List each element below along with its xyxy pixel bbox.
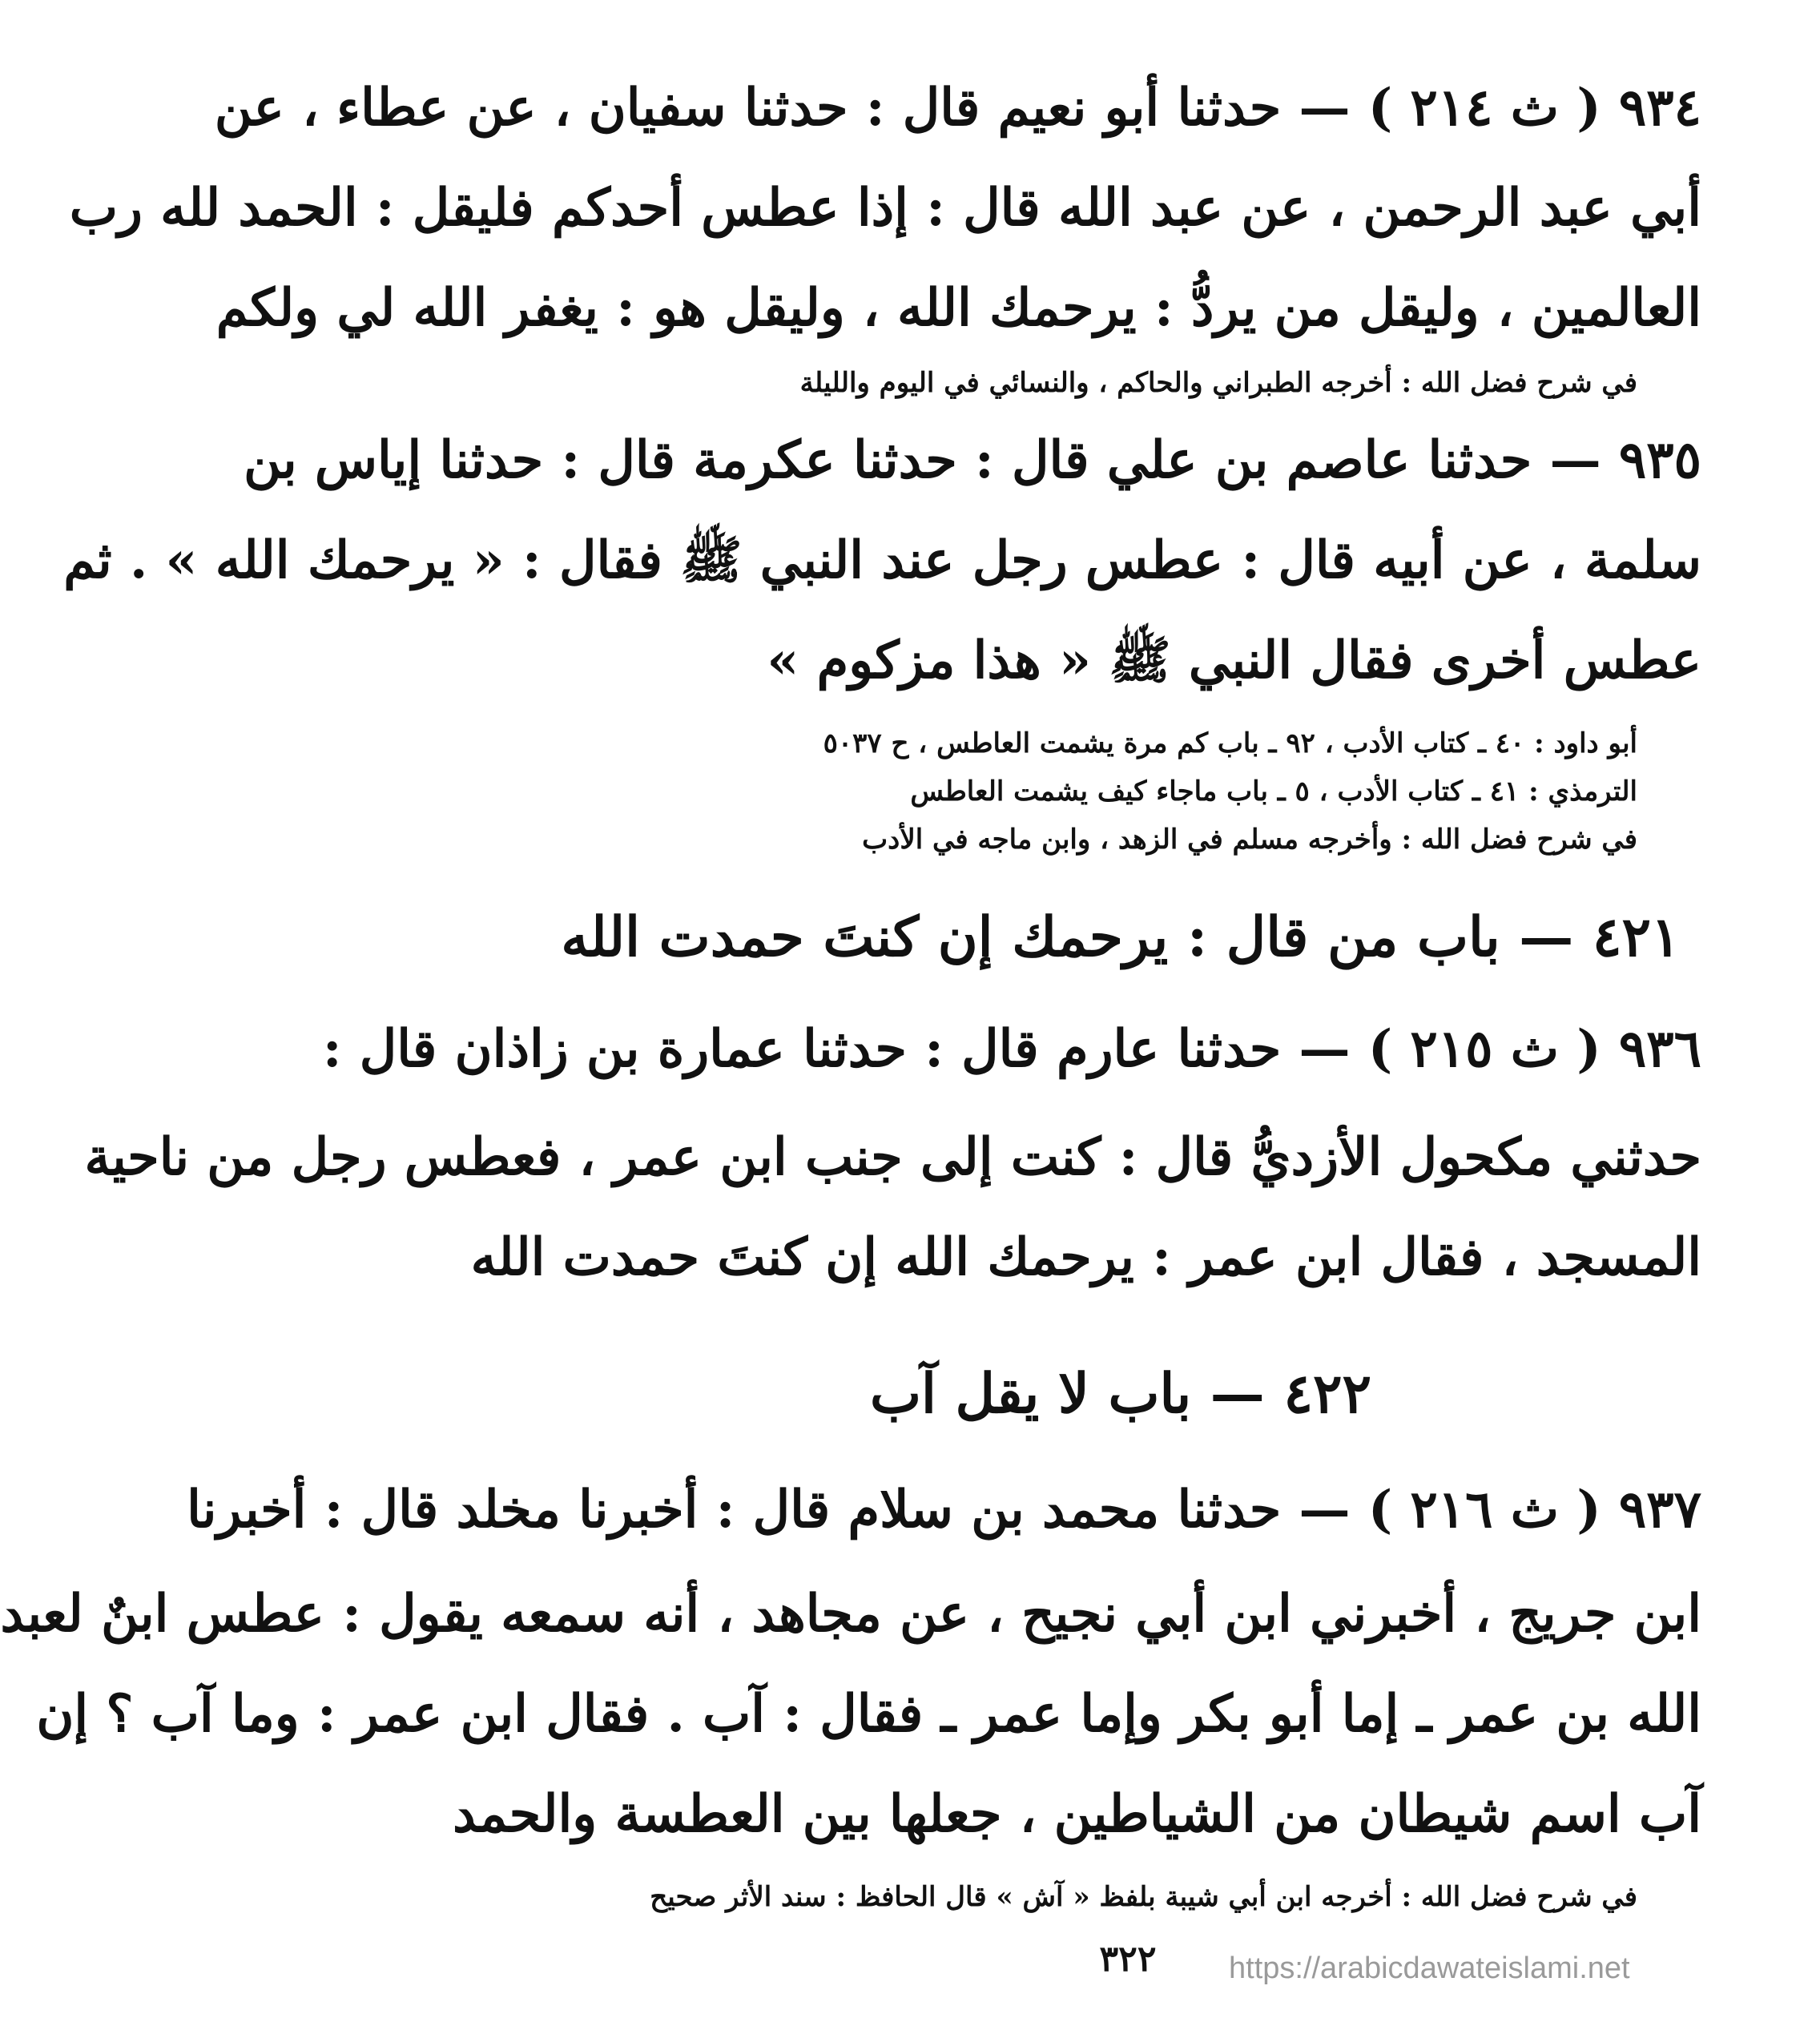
hadith-936-line-3: المسجد ، فقال ابن عمر : يرحمك الله إن كنتَ حمدت الله	[470, 1227, 1701, 1287]
footnote-934: في شرح فضل الله : أخرجه الطبراني والحاكم ، والنسائي في اليوم والليلة	[799, 367, 1637, 399]
hadith-935-line-3: عطس أخرى فقال النبي ﷺ « هذا مزكوم »	[767, 630, 1701, 691]
footnote-937: في شرح فضل الله : أخرجه ابن أبي شيبة بلفظ « آش » قال الحافظ : سند الأثر صحيح	[650, 1881, 1637, 1913]
footnote-935-abu-dawud: أبو داود : ٤٠ ـ كتاب الأدب ، ٩٢ ـ باب كم مرة يشمت العاطس ، ح ٥٠٣٧	[823, 727, 1637, 759]
chapter-heading-421: ٤٢١ — باب من قال : يرحمك إن كنتَ حمدت الله	[561, 905, 1681, 969]
hadith-937-line-2: ابن جريج ، أخبرني ابن أبي نجيح ، عن مجاهد ، أنه سمعه يقول : عطس ابنٌ لعبد	[0, 1584, 1701, 1644]
page-number: ٣٢٢	[1099, 1939, 1157, 1980]
footnote-935-sharh: في شرح فضل الله : وأخرجه مسلم في الزهد ، وابن ماجه في الأدب	[862, 824, 1637, 856]
hadith-934-line-1: ٩٣٤ ( ث ٢١٤ ) — حدثنا أبو نعيم قال : حدثنا سفيان ، عن عطاء ، عن	[214, 78, 1701, 138]
footnote-935-tirmidhi: الترمذي : ٤١ ـ كتاب الأدب ، ٥ ـ باب ماجاء كيف يشمت العاطس	[910, 775, 1637, 808]
hadith-937-line-3: الله بن عمر ـ إما أبو بكر وإما عمر ـ فقال : آب . فقال ابن عمر : وما آب ؟ إن	[36, 1684, 1701, 1744]
hadith-934-line-2: أبي عبد الرحمن ، عن عبد الله قال : إذا عطس أحدكم فليقل : الحمد لله رب	[69, 178, 1701, 238]
hadith-936-line-1: ٩٣٦ ( ث ٢١٥ ) — حدثنا عارم قال : حدثنا عمارة بن زاذان قال :	[322, 1019, 1701, 1079]
chapter-heading-422: ٤٢٢ — باب لا يقل آب	[869, 1362, 1372, 1426]
hadith-935-line-1: ٩٣٥ — حدثنا عاصم بن علي قال : حدثنا عكرمة قال : حدثنا إياس بن	[244, 430, 1701, 490]
hadith-936-line-2: حدثني مكحول الأزديُّ قال : كنت إلى جنب ابن عمر ، فعطس رجل من ناحية	[84, 1127, 1701, 1187]
hadith-937-line-4: آب اسم شيطان من الشياطين ، جعلها بين العطسة والحمد	[453, 1784, 1701, 1844]
watermark: https://arabicdawateislami.net	[1229, 1952, 1630, 1985]
hadith-937-line-1: ٩٣٧ ( ث ٢١٦ ) — حدثنا محمد بن سلام قال : أخبرنا مخلد قال : أخبرنا	[187, 1480, 1701, 1540]
book-page	[0, 64, 1701, 1971]
hadith-934-line-3: العالمين ، وليقل من يردُّ : يرحمك الله ، وليقل هو : يغفر الله لي ولكم	[215, 278, 1701, 338]
hadith-935-line-2: سلمة ، عن أبيه قال : عطس رجل عند النبي ﷺ فقال : « يرحمك الله » . ثم	[63, 530, 1701, 590]
